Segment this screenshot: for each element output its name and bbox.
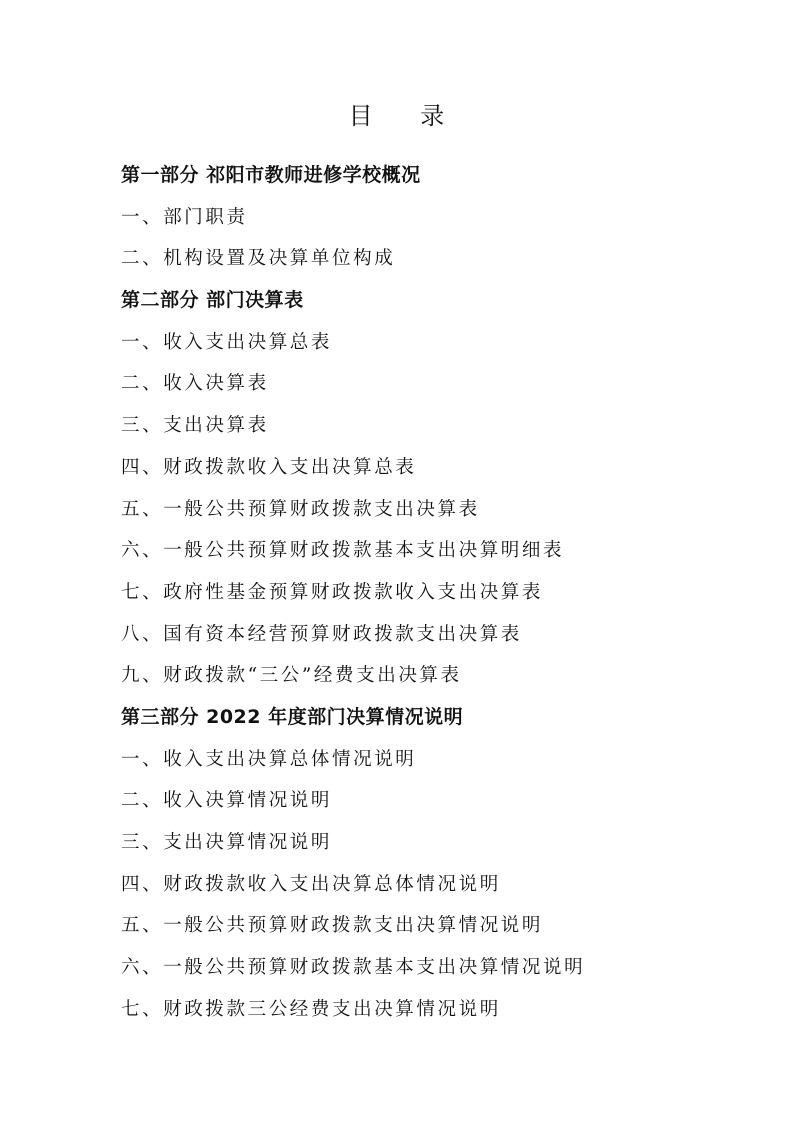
toc-item: 三、支出决算表 xyxy=(121,415,269,437)
toc-item: 三、支出决算情况说明 xyxy=(121,832,333,853)
toc-item: 七、财政拨款三公经费支出决算情况说明 xyxy=(121,998,501,1020)
toc-item: 五、一般公共预算财政拨款支出决算情况说明 xyxy=(121,915,544,937)
toc-part-heading: 第一部分 祁阳市教师进修学校概况 xyxy=(121,164,421,186)
toc-part-heading: 第三部分 2022 年度部门决算情况说明 xyxy=(121,705,464,728)
toc-title: 目 录 xyxy=(348,102,465,130)
toc-item: 五、一般公共预算财政拨款支出决算表 xyxy=(121,498,480,520)
toc-item: 一、收入支出决算总体情况说明 xyxy=(121,748,417,770)
toc-item: 六、一般公共预算财政拨款基本支出决算明细表 xyxy=(121,540,565,562)
toc-item: 一、部门职责 xyxy=(121,206,248,228)
toc-item: 九、财政拨款“三公”经费支出决算表 xyxy=(121,665,462,687)
toc-item: 二、收入决算情况说明 xyxy=(121,790,333,812)
toc-part-heading: 第二部分 部门决算表 xyxy=(121,289,304,312)
toc-item: 二、机构设置及决算单位构成 xyxy=(121,248,396,270)
toc-item: 七、政府性基金预算财政拨款收入支出决算表 xyxy=(121,581,544,603)
toc-item: 八、国有资本经营预算财政拨款支出决算表 xyxy=(121,623,522,645)
toc-list xyxy=(121,155,681,1030)
toc-item: 四、财政拨款收入支出决算总体情况说明 xyxy=(121,873,501,895)
toc-item: 二、收入决算表 xyxy=(121,373,269,395)
toc-item: 一、收入支出决算总表 xyxy=(121,331,333,353)
toc-item: 四、财政拨款收入支出决算总表 xyxy=(121,456,417,478)
toc-item: 六、一般公共预算财政拨款基本支出决算情况说明 xyxy=(121,957,586,979)
